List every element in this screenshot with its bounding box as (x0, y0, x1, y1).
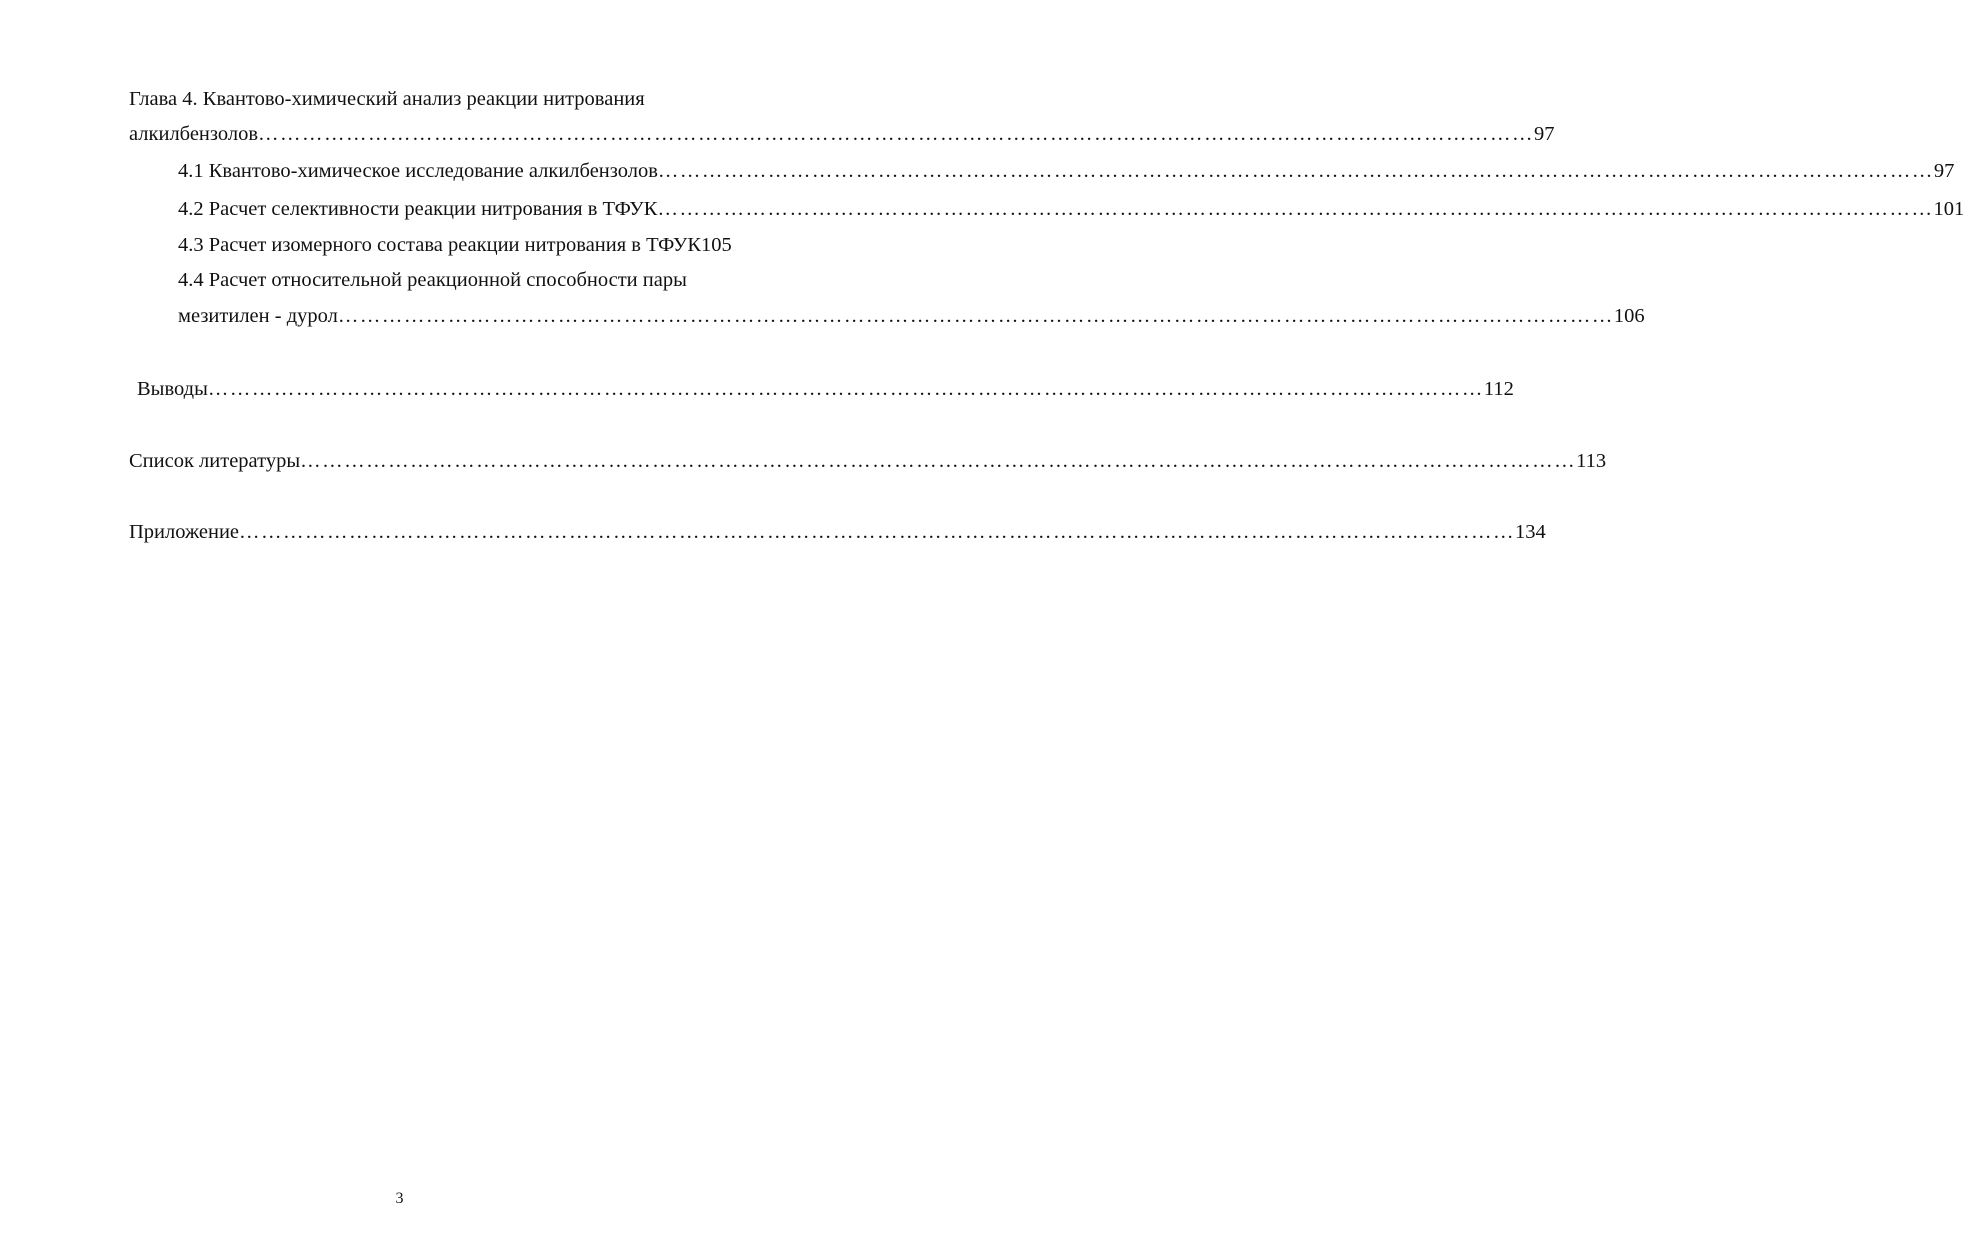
dot-leader: ………………………………………………………………………………………………………………………………………………………… (258, 123, 1535, 145)
dot-leader: ………………………………………………………………………………………………………………………………………………………… (657, 160, 1934, 182)
section-4-2-page: 101 (1933, 198, 1964, 220)
conclusions-entry (137, 375, 1514, 403)
page-number: 3 (395, 1190, 404, 1207)
dot-leader: ………………………………………………………………………………………………………………………………………………………… (300, 450, 1577, 472)
section-4-1-title: 4.1 Квантово-химическое исследование алкилбензолов (178, 160, 658, 182)
section-4-2-entry (178, 195, 1964, 223)
section-4-4-entry (178, 302, 1645, 330)
dot-leader: ………………………………………………………………………………………………………………………………………………………… (337, 305, 1614, 327)
appendix-page: 134 (1515, 521, 1546, 543)
section-4-4-title: 4.4 Расчет относительной реакционной способности пары (178, 269, 687, 291)
conclusions-page: 112 (1483, 378, 1514, 400)
chapter-4-title-cont: алкилбензолов (129, 123, 259, 145)
section-4-4-title-cont: мезитилен - дурол (178, 305, 338, 327)
appendix-entry (129, 518, 1546, 546)
section-4-2-title: 4.2 Расчет селективности реакции нитрования в ТФУК (178, 198, 658, 220)
chapter-4-title: Глава 4. Квантово-химический анализ реакции нитрования (129, 88, 645, 110)
dot-leader: ………………………………………………………………………………………………………………………………………………………… (239, 521, 1516, 543)
dot-leader: ………………………………………………………………………………………………………………………………………………………… (207, 378, 1484, 400)
references-page: 113 (1576, 450, 1607, 472)
section-4-1-entry (178, 157, 1955, 185)
conclusions-title: Выводы (137, 378, 208, 400)
references-title: Список литературы (129, 450, 301, 472)
dot-leader: ………………………………………………………………………………………………………………………………………………………… (657, 198, 1934, 220)
section-4-3-title: 4.3 Расчет изомерного состава реакции нитрования в ТФУК (178, 234, 702, 256)
chapter-4-page: 97 (1534, 123, 1555, 145)
chapter-4-entry (129, 120, 1555, 148)
section-4-1-page: 97 (1933, 160, 1955, 182)
section-4-4-page: 106 (1613, 305, 1645, 327)
appendix-title: Приложение (129, 521, 240, 543)
section-4-3-page: 105 (701, 234, 732, 256)
references-entry (129, 447, 1607, 475)
section-4-3-entry (178, 231, 732, 259)
